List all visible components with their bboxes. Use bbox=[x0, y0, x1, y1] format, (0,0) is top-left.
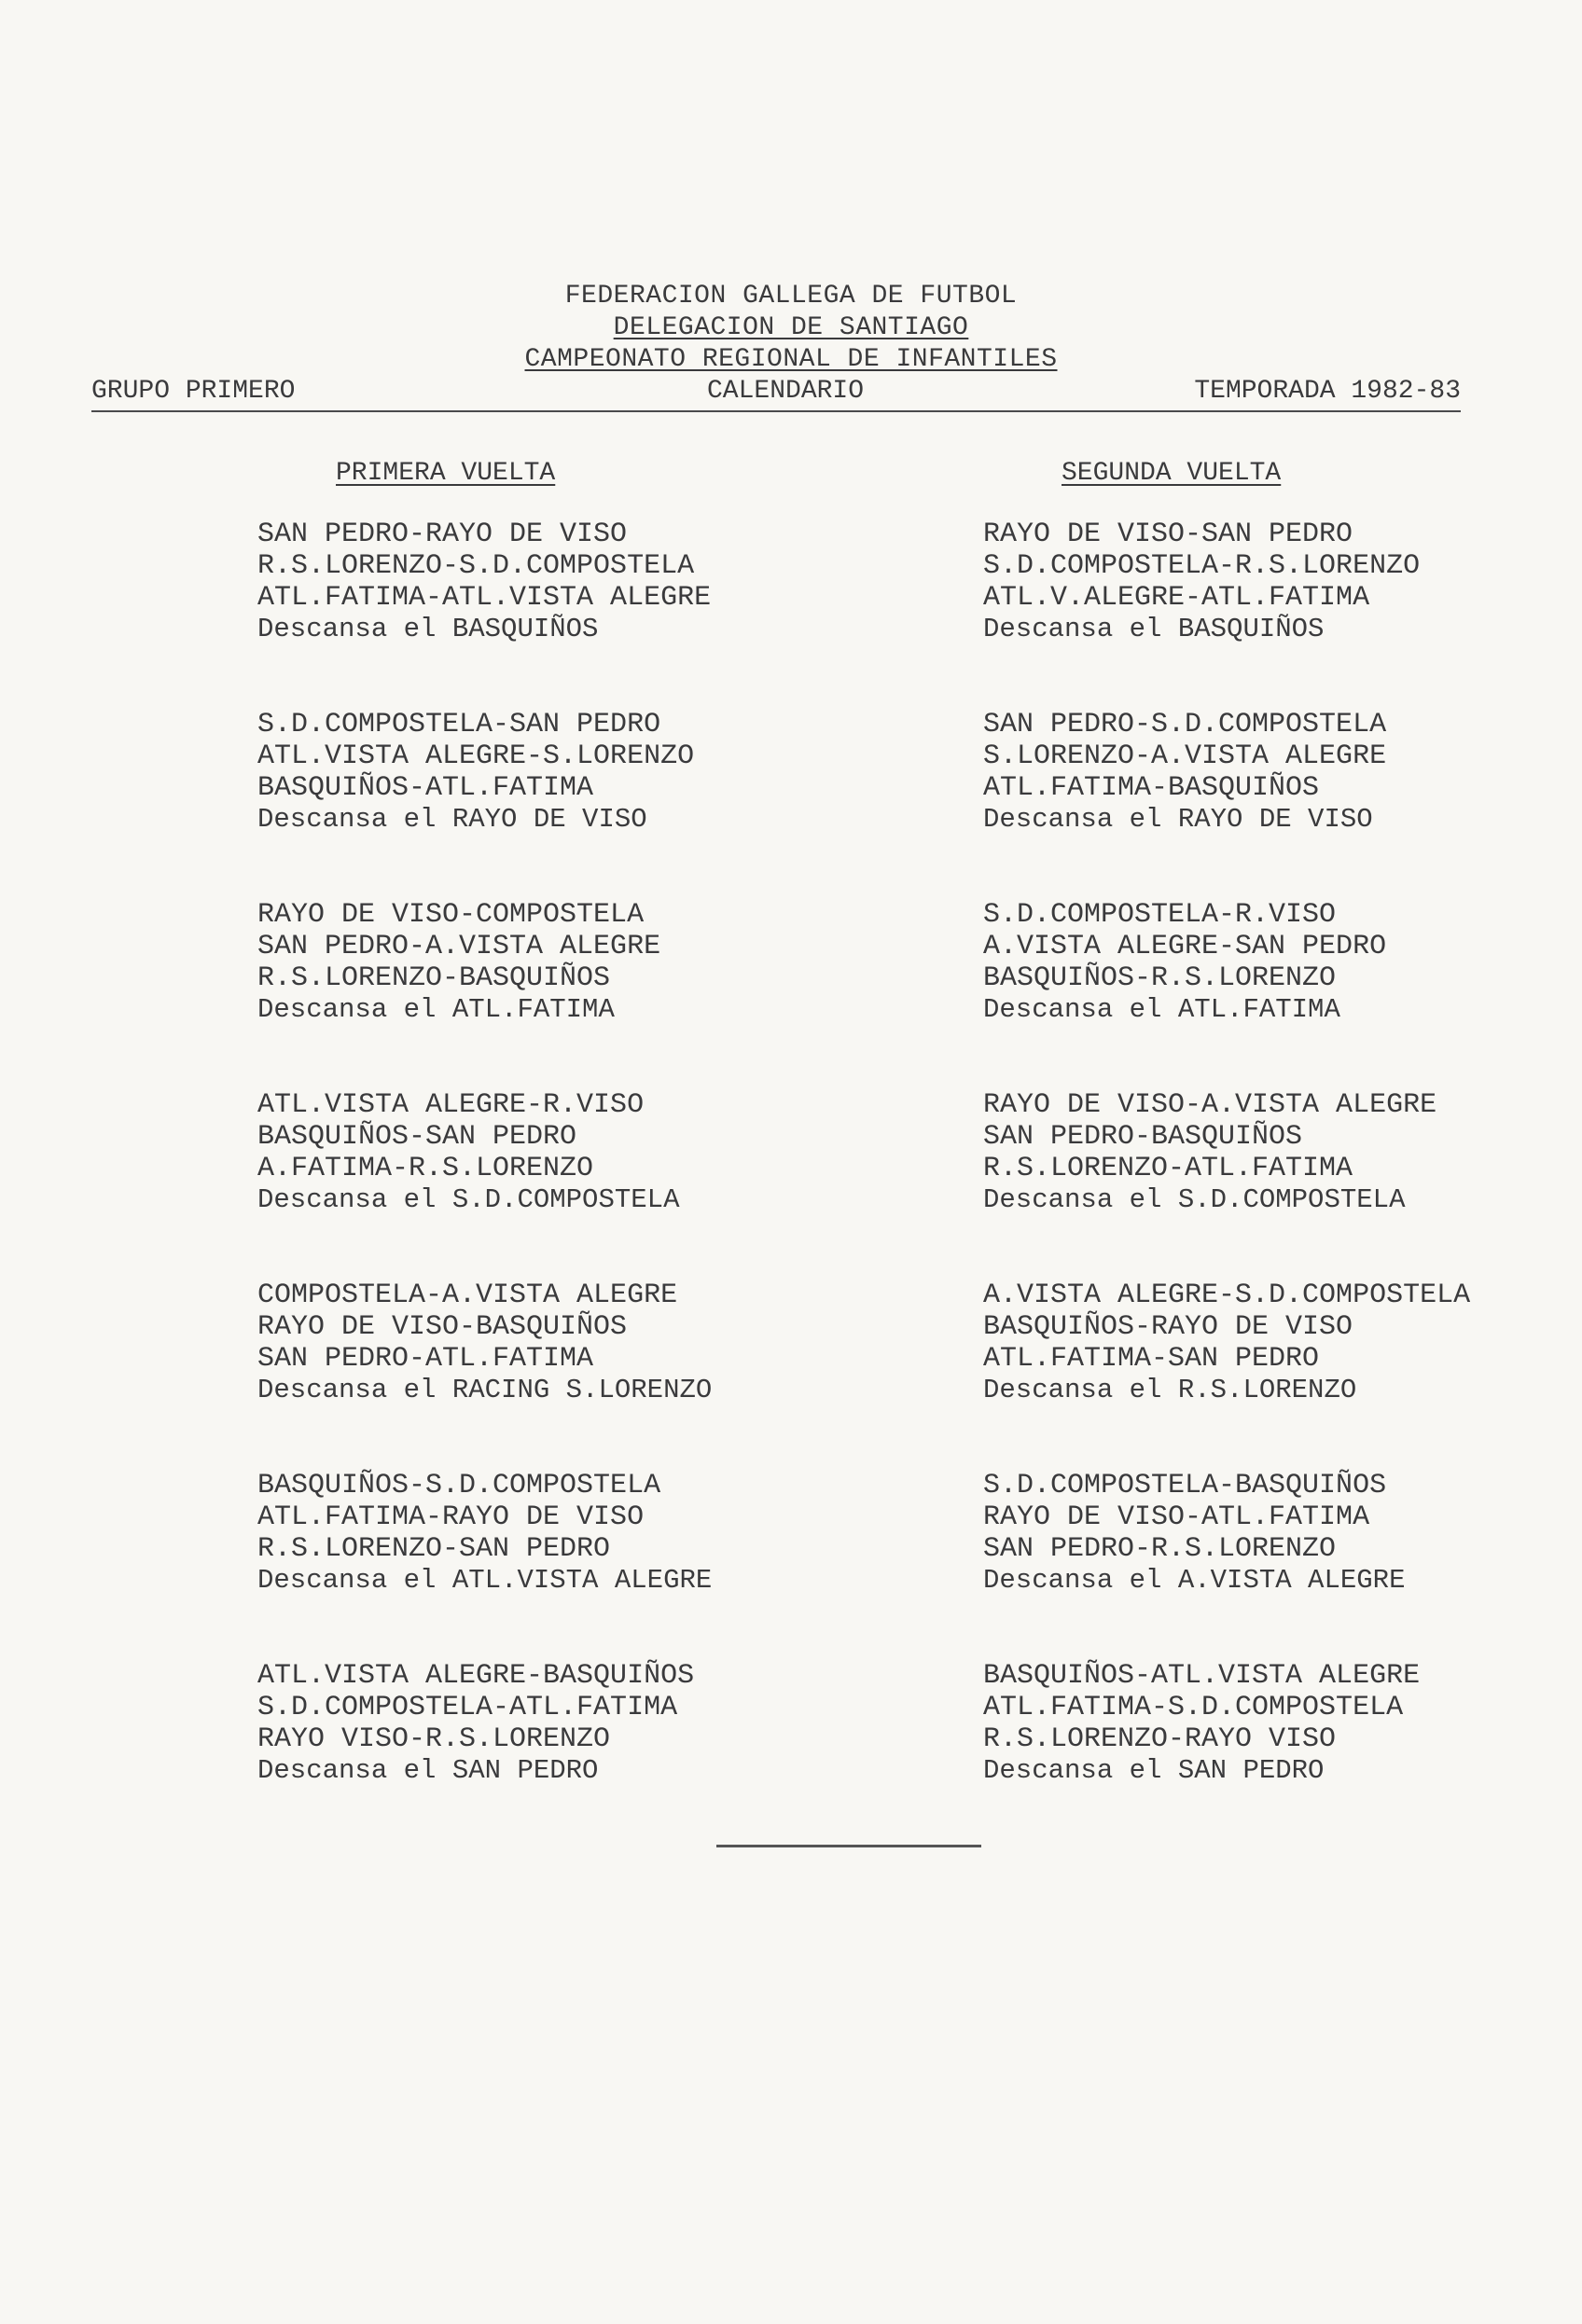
first-leg-title: PRIMERA VUELTA bbox=[336, 459, 556, 488]
federation-title: FEDERACION GALLEGA DE FUTBOL bbox=[564, 282, 1018, 311]
match-line: R.S.LORENZO-ATL.FATIMA bbox=[983, 1153, 1353, 1184]
match-line: ATL.VISTA ALEGRE-S.LORENZO bbox=[257, 740, 695, 772]
match-line: S.D.COMPOSTELA-BASQUIÑOS bbox=[983, 1470, 1387, 1501]
match-line: RAYO VISO-R.S.LORENZO bbox=[257, 1723, 611, 1755]
match-line: S.D.COMPOSTELA-R.VISO bbox=[983, 899, 1337, 931]
championship-title bbox=[0, 345, 1582, 374]
match-line: ATL.V.ALEGRE-ATL.FATIMA bbox=[983, 582, 1370, 614]
rest-line: Descansa el ATL.FATIMA bbox=[983, 994, 1340, 1025]
match-line: ATL.VISTA ALEGRE-BASQUIÑOS bbox=[257, 1660, 695, 1692]
match-line: ATL.FATIMA-BASQUIÑOS bbox=[983, 772, 1320, 804]
round-block bbox=[983, 1089, 1470, 1280]
match-line: ATL.VISTA ALEGRE-R.VISO bbox=[257, 1089, 645, 1121]
rest-line: Descansa el ATL.VISTA ALEGRE bbox=[257, 1565, 713, 1596]
round-block bbox=[257, 1280, 712, 1470]
end-divider bbox=[716, 1845, 981, 1847]
match-line: BASQUIÑOS-RAYO DE VISO bbox=[983, 1311, 1353, 1343]
match-line: ATL.FATIMA-ATL.VISTA ALEGRE bbox=[257, 582, 712, 614]
match-line: SAN PEDRO-R.S.LORENZO bbox=[983, 1533, 1337, 1565]
rest-line: Descansa el SAN PEDRO bbox=[257, 1755, 599, 1786]
rest-line: Descansa el RAYO DE VISO bbox=[257, 804, 647, 835]
match-line: RAYO DE VISO-A.VISTA ALEGRE bbox=[983, 1089, 1437, 1121]
first-leg-column bbox=[257, 519, 712, 1850]
match-line: A.VISTA ALEGRE-S.D.COMPOSTELA bbox=[983, 1280, 1471, 1311]
match-line: SAN PEDRO-RAYO DE VISO bbox=[257, 519, 628, 550]
match-line: RAYO DE VISO-COMPOSTELA bbox=[257, 899, 645, 931]
match-line: S.LORENZO-A.VISTA ALEGRE bbox=[983, 740, 1387, 772]
rest-line: Descansa el S.D.COMPOSTELA bbox=[983, 1184, 1406, 1215]
round-block bbox=[983, 899, 1470, 1089]
match-line: S.D.COMPOSTELA-SAN PEDRO bbox=[257, 709, 661, 740]
match-line: BASQUIÑOS-S.D.COMPOSTELA bbox=[257, 1470, 661, 1501]
rest-line: Descansa el BASQUIÑOS bbox=[257, 614, 599, 644]
match-line: SAN PEDRO-S.D.COMPOSTELA bbox=[983, 709, 1387, 740]
round-block bbox=[983, 519, 1470, 709]
match-line: S.D.COMPOSTELA-ATL.FATIMA bbox=[257, 1692, 678, 1723]
championship-text: CAMPEONATO REGIONAL DE INFANTILES bbox=[524, 345, 1058, 374]
second-leg-column bbox=[983, 519, 1470, 1850]
rest-line: Descansa el R.S.LORENZO bbox=[983, 1375, 1357, 1405]
match-line: R.S.LORENZO-S.D.COMPOSTELA bbox=[257, 550, 695, 582]
round-block bbox=[257, 709, 712, 899]
match-line: SAN PEDRO-ATL.FATIMA bbox=[257, 1343, 594, 1375]
match-line: ATL.FATIMA-S.D.COMPOSTELA bbox=[983, 1692, 1404, 1723]
delegation-text: DELEGACION DE SANTIAGO bbox=[613, 313, 969, 342]
rest-line: Descansa el BASQUIÑOS bbox=[983, 614, 1325, 644]
match-line: R.S.LORENZO-BASQUIÑOS bbox=[257, 962, 611, 994]
match-line: S.D.COMPOSTELA-R.S.LORENZO bbox=[983, 550, 1421, 582]
rest-line: Descansa el A.VISTA ALEGRE bbox=[983, 1565, 1406, 1596]
match-line: R.S.LORENZO-RAYO VISO bbox=[983, 1723, 1337, 1755]
round-block bbox=[257, 519, 712, 709]
round-block bbox=[983, 1660, 1470, 1850]
match-line: BASQUIÑOS-R.S.LORENZO bbox=[983, 962, 1337, 994]
delegation-title bbox=[0, 313, 1582, 342]
round-block bbox=[983, 1470, 1470, 1660]
match-line: RAYO DE VISO-ATL.FATIMA bbox=[983, 1501, 1370, 1533]
round-block bbox=[257, 1470, 712, 1660]
group-row bbox=[91, 377, 1461, 412]
rest-line: Descansa el SAN PEDRO bbox=[983, 1755, 1325, 1786]
rest-line: Descansa el S.D.COMPOSTELA bbox=[257, 1184, 680, 1215]
round-block bbox=[257, 1089, 712, 1280]
match-line: COMPOSTELA-A.VISTA ALEGRE bbox=[257, 1280, 678, 1311]
match-line: BASQUIÑOS-ATL.FATIMA bbox=[257, 772, 594, 804]
match-line: BASQUIÑOS-SAN PEDRO bbox=[257, 1121, 577, 1153]
match-line: BASQUIÑOS-ATL.VISTA ALEGRE bbox=[983, 1660, 1421, 1692]
round-block bbox=[257, 899, 712, 1089]
match-line: ATL.FATIMA-SAN PEDRO bbox=[983, 1343, 1320, 1375]
match-line: SAN PEDRO-BASQUIÑOS bbox=[983, 1121, 1303, 1153]
round-block bbox=[983, 709, 1470, 899]
match-line: RAYO DE VISO-BASQUIÑOS bbox=[257, 1311, 628, 1343]
calendar-label: CALENDARIO bbox=[707, 377, 865, 406]
group-label: GRUPO PRIMERO bbox=[91, 377, 296, 406]
second-leg-title: SEGUNDA VUELTA bbox=[1062, 459, 1282, 488]
season-label: TEMPORADA 1982-83 bbox=[1194, 377, 1461, 406]
rest-line: Descansa el RACING S.LORENZO bbox=[257, 1375, 713, 1405]
rest-line: Descansa el RAYO DE VISO bbox=[983, 804, 1373, 835]
match-line: SAN PEDRO-A.VISTA ALEGRE bbox=[257, 931, 661, 962]
round-block bbox=[983, 1280, 1470, 1470]
match-line: ATL.FATIMA-RAYO DE VISO bbox=[257, 1501, 645, 1533]
match-line: A.VISTA ALEGRE-SAN PEDRO bbox=[983, 931, 1387, 962]
match-line: R.S.LORENZO-SAN PEDRO bbox=[257, 1533, 611, 1565]
match-line: A.FATIMA-R.S.LORENZO bbox=[257, 1153, 594, 1184]
rest-line: Descansa el ATL.FATIMA bbox=[257, 994, 615, 1025]
round-block bbox=[257, 1660, 712, 1850]
match-line: RAYO DE VISO-SAN PEDRO bbox=[983, 519, 1353, 550]
